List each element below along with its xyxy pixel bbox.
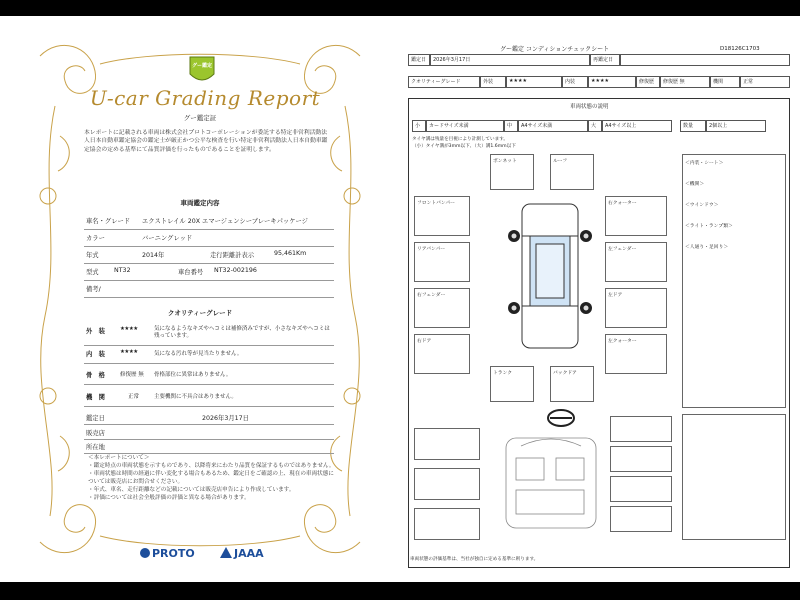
interior-box-7 (610, 506, 672, 532)
jaaa-logo-text: JAAA (234, 547, 264, 560)
quality-text: 主要機関に不具合はありません。 (154, 394, 237, 400)
quality-value: 修復歴 無 (120, 372, 144, 378)
legend-size-l: 大 (588, 120, 602, 132)
status-heading: 車両状態の説明 (570, 104, 609, 110)
proto-mark-icon (140, 548, 150, 558)
goo-badge-icon (188, 54, 216, 86)
certificate-subtitle: グー鑑定証 (183, 114, 217, 122)
part-box-back-door: バックドア (550, 366, 594, 402)
note-line: ・評価については社会全般評価の評価と異なる場合があります。 (88, 495, 250, 501)
part-box-hood: ボンネット (490, 154, 534, 190)
frame-value-cell: 修復歴 無 (660, 76, 710, 88)
quality-text: 気になるようなキズやヘコミは補修済みですが、小さなキズやヘコミは残っています。 (154, 326, 330, 339)
legend-qty-value: 2個以上 (706, 120, 766, 132)
dealer-row (84, 425, 334, 440)
note-line: ・車両状態は時間の経過に伴い変化する場合もあるため、鑑定日をご確認の上、現在の車両状態については販売店にお問合せください。 (88, 471, 334, 485)
part-box-left-quarter: 左クォーター (605, 334, 667, 374)
vehicle-year-value: 2014年 (142, 252, 165, 259)
quality-text: 骨格部位に異常はありません。 (154, 372, 232, 378)
tire-note-2: （小）タイヤ溝が3mm以下、（大）溝1.6mm以下 (412, 144, 516, 149)
legend-size-m-desc: A4サイズ未満 (518, 120, 588, 132)
interior-box-5 (610, 446, 672, 472)
engine-value-cell: 正常 (740, 76, 790, 88)
vehicle-name-value: エクストレイル 20X エマージェンシーブレーキパッケージ (142, 218, 308, 225)
vehicle-name-label: 車名・グレード (86, 218, 131, 225)
part-box-right-door: 右ドア (414, 334, 470, 374)
car-interior-diagram (496, 428, 606, 538)
part-box-left-door: 左ドア (605, 288, 667, 328)
date-label-cell: 鑑定日 (408, 54, 430, 66)
quality-label: 機 関 (86, 394, 105, 401)
location-row (84, 439, 334, 454)
dealer-label: 販売店 (86, 430, 105, 437)
vehicle-color-value: バーニングレッド (142, 235, 193, 242)
vehicle-mileage-label: 走行距離計表示 (210, 252, 255, 259)
jaaa-logo (220, 547, 264, 560)
vehicle-model-label: 型式 (86, 269, 99, 276)
steering-wheel-icon (546, 408, 576, 428)
legend-size-s-desc: カードサイズ未満 (426, 120, 504, 132)
proto-logo-text: PROTO (152, 547, 195, 560)
inspection-date-value: 2026年3月17日 (202, 415, 249, 422)
note-heading-interior: ＜内装・シート＞ (685, 161, 724, 166)
jaaa-mark-icon (220, 547, 232, 558)
note-line: ＜本レポートについて＞ (88, 455, 150, 461)
vehicle-remarks-row (84, 281, 334, 298)
part-box-roof: ルーフ (550, 154, 594, 190)
tire-note: タイヤ溝は残量を目視により計測しています。 (412, 137, 509, 142)
note-heading-suspension: ＜人通り・足回り＞ (685, 245, 729, 250)
car-top-view-diagram (500, 196, 600, 356)
vehicle-year-label: 年式 (86, 252, 99, 259)
recheck-value-cell (620, 54, 790, 66)
interior-box-6 (610, 476, 672, 502)
quality-row-exterior (84, 323, 334, 346)
frame-label-cell: 修復歴 (636, 76, 660, 88)
part-box-rear-bumper: リアバンパー (414, 242, 470, 282)
ext-stars-cell: ★★★★ (506, 76, 562, 88)
vehicle-color-label: カラー (86, 235, 105, 242)
certificate-notes (88, 454, 338, 502)
vehicle-model-row (84, 264, 334, 281)
interior-box-2 (414, 468, 480, 500)
engine-label-cell: 機関 (710, 76, 740, 88)
vehicle-year-row (84, 247, 334, 264)
ext-label-cell: 外装 (480, 76, 506, 88)
note-heading-engine: ＜機関＞ (685, 182, 705, 187)
quality-row-frame (84, 367, 334, 385)
interior-box-1 (414, 428, 480, 460)
note-heading-window: ＜ウインドウ＞ (685, 203, 719, 208)
location-label: 所在地 (86, 444, 105, 451)
quality-label: 外 装 (86, 328, 105, 335)
extra-notes-box (682, 414, 786, 540)
quality-text: 気になる汚れ等が見当たりません。 (154, 351, 243, 357)
vehicle-chassis-label: 車台番号 (178, 269, 204, 276)
condition-check-sheet (400, 16, 800, 582)
sheet-title: グー鑑定 コンディションチェックシート (500, 46, 610, 53)
certificate-intro: 本レポートに記載される車両は株式会社プロトコーポレーションが委託する特定非営利活動法人日本自動車鑑定協会の鑑定士が厳正かつ公平な検査を行い特定非営利活動法人日本自動車鑑定協会の定める基準にて品質評価を行ったものであることを証明します。 (84, 130, 328, 153)
sheet-code: D18126C1703 (720, 46, 760, 52)
legend-size-l-desc: A4サイズ以上 (602, 120, 672, 132)
part-box-right-quarter: 右クォーター (605, 196, 667, 236)
part-box-left-fender: 左フェンダー (605, 242, 667, 282)
grade-label-cell: クオリティーグレード (408, 76, 480, 88)
quality-stars: ★★★★ (120, 349, 138, 355)
recheck-label-cell: 再鑑定日 (590, 54, 620, 66)
vehicle-section-heading: 車両鑑定内容 (180, 199, 220, 207)
legend-qty-label: 数量 (680, 120, 706, 132)
quality-label: 内 装 (86, 351, 105, 358)
interior-box-3 (414, 508, 480, 540)
vehicle-color-row (84, 230, 334, 247)
interior-box-4 (610, 416, 672, 442)
legend-size-s: 小 (412, 120, 426, 132)
int-label-cell: 内装 (562, 76, 588, 88)
part-box-front-bumper: フロントバンパー (414, 196, 470, 236)
proto-logo (140, 547, 195, 560)
quality-label: 骨 格 (86, 372, 105, 379)
date-value-cell: 2026年3月17日 (430, 54, 590, 66)
vehicle-chassis-value: NT32-002196 (214, 267, 257, 274)
part-box-trunk: トランク (490, 366, 534, 402)
inspection-date-label: 鑑定日 (86, 415, 105, 422)
badge-text: グー鑑定 (191, 63, 212, 69)
legend-size-m: 中 (504, 120, 518, 132)
inspection-date-row (84, 410, 334, 425)
note-line: ・鑑定時点の車両状態を示すものであり、以降将来にわたり品質を保証するものではありません。 (88, 463, 335, 469)
quality-row-engine (84, 389, 334, 407)
certificate-title: U-car Grading Report (89, 86, 321, 110)
quality-stars: ★★★★ (120, 326, 138, 332)
vehicle-model-value: NT32 (114, 267, 131, 274)
note-heading-lights: ＜ライト・ランプ類＞ (685, 224, 733, 229)
quality-row-interior (84, 346, 334, 364)
inspection-notes-column (682, 154, 786, 408)
sheet-footer: 車両状態の評価基準は、当社が独自に定める基準に則ります。 (410, 557, 539, 562)
grading-certificate (0, 16, 400, 582)
part-box-right-fender: 右フェンダー (414, 288, 470, 328)
note-line: ・年式、車名、走行距離などの記載については販売店申告により作成しています。 (88, 487, 295, 493)
int-stars-cell: ★★★★ (588, 76, 636, 88)
vehicle-name-row (84, 213, 334, 230)
vehicle-mileage-value: 95,461Km (274, 250, 307, 257)
quality-section-heading: クオリティーグレード (167, 309, 233, 317)
quality-value: 正常 (128, 394, 140, 400)
vehicle-remarks-label: 備考/ (86, 286, 101, 293)
